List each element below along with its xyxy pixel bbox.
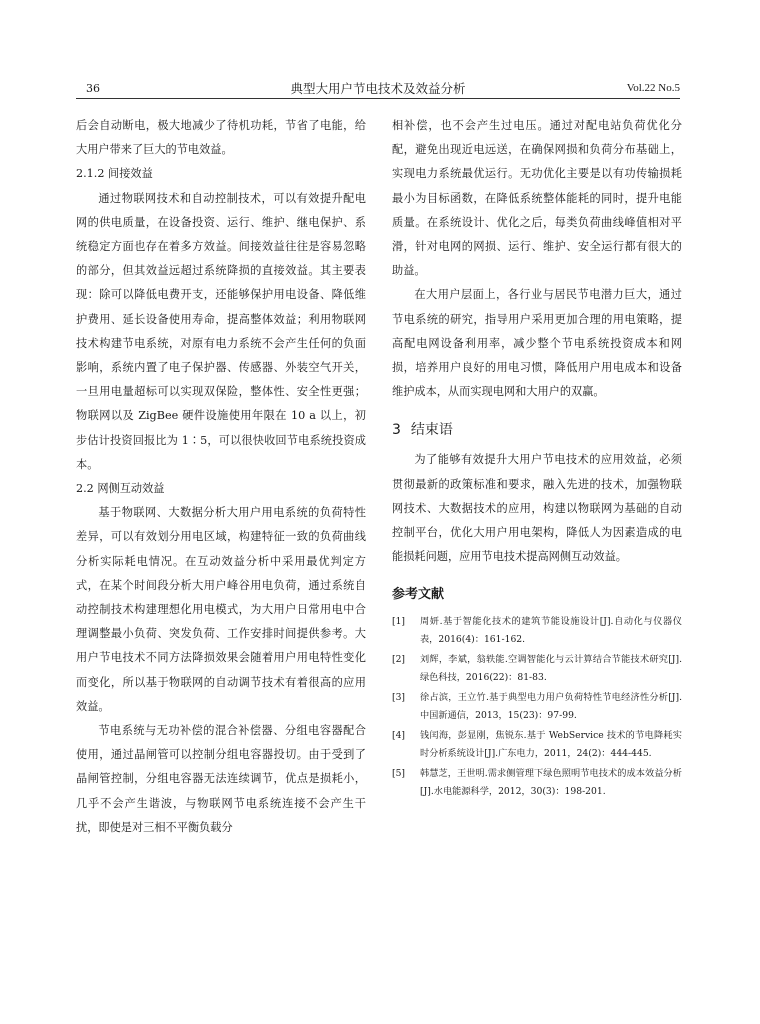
reference-text: 周妍.基于智能化技术的建筑节能设施设计[J].自动化与仪器仪表，2016(4)：161-162. — [420, 616, 682, 646]
paragraph: 节电系统与无功补偿的混合补偿器、分组电容器配合使用，通过晶闸管可以控制分组电容器投切。由于受到了晶闸管控制，分组电容器无法连续调节，优点是损耗小，几乎不会产生谐波，与物联网节电系统连接不会产生干扰，即使是对三相不平衡负载分 — [76, 724, 366, 834]
paragraph: 基于物联网、大数据分析大用户用电系统的负荷特性差异，可以有效划分用电区域，构建特征一致的负荷曲线分析实际耗电情况。在互动效益分析中采用最优判定方式，在某个时间段分析大用户峰谷用电负荷，通过系统自动控制技术构建理想化用电模式，为大用户日常用电中合理调整最小负荷、突发负荷、工作安排时间提供参考。大用户节电技术不同方法降损效果会随着用户用电特性变化而变化，所以基于物联网的自动调节技术有着很高的应用效益。 — [76, 506, 366, 713]
reference-number: [3] — [392, 692, 406, 704]
header-rule — [76, 98, 680, 99]
paragraph: 通过物联网技术和自动控制技术，可以有效提升配电网的供电质量，在设备投资、运行、维护、继电保护、系统稳定方面也存在着多方效益。间接效益往往是容易忽略的部分，但其效益远超过系统降损的直接效益。其主要表现：除可以降低电费开支，还能够保护用电设备、降低维护费用、延长设备使用寿命，提高整体效益；利用物联网技术构建节电系统，对原有电力系统不会产生任何的负面影响，系统内置了电子保护器、传感器、外装空气开关，一旦用电量超标可以实现双保险，整体性、安全性更强；物联网以及 ZigBee 硬件设施使用年限在 10 a 以上，初步估计投资回报比为 1∶5，可以很快收回节电系统投资成本。 — [76, 191, 366, 471]
reference-item — [392, 727, 682, 763]
reference-number: [5] — [392, 768, 406, 780]
subsection-heading-2-1-2: 2.1.2 间接效益 — [76, 167, 153, 181]
right-column — [392, 114, 682, 803]
reference-text: 韩慧芝，王世明.需求侧管理下绿色照明节电技术的成本效益分析[J].水电能源科学，2012，30(3)：198-201. — [420, 768, 682, 798]
left-column — [76, 114, 366, 840]
references-heading: 参考文献 — [392, 587, 445, 603]
page-number: 36 — [86, 82, 100, 95]
volume-issue: Vol.22 No.5 — [626, 82, 680, 94]
reference-item — [392, 651, 682, 687]
reference-item — [392, 689, 682, 725]
reference-text: 钱闰海，彭显刚，焦锐东.基于 WebService 技术的节电降耗实时分析系统设计[J].广东电力，2011，24(2)：444-445. — [420, 730, 682, 760]
paragraph: 相补偿，也不会产生过电压。通过对配电站负荷优化分配，避免出现近电远送，在确保网损和负荷分布基础上，实现电力系统最优运行。无功优化主要是以有功传输损耗最小为目标函数，在降低系统整体能耗的同时，提升电能质量。在系统设计、优化之后，每类负荷曲线峰值相对平滑，针对电网的网损、运行、维护、安全运行都有很大的助益。 — [392, 119, 682, 278]
reference-text: 徐占滨，王立竹.基于典型电力用户负荷特性节电经济性分析[J].中国新通信，2013，15(23)：97-99. — [420, 692, 682, 722]
paragraph: 为了能够有效提升大用户节电技术的应用效益，必须贯彻最新的政策标准和要求，融入先进的技术，加强物联网技术、大数据技术的应用，构建以物联网为基础的自动控制平台，优化大用户用电架构，降低人为因素造成的电能损耗问题，应用节电技术提高网侧互动效益。 — [392, 453, 682, 564]
paragraph: 后会自动断电，极大地减少了待机功耗，节省了电能，给大用户带来了巨大的节电效益。 — [76, 119, 366, 157]
section-number: 3 — [392, 422, 401, 439]
section-heading-3 — [392, 420, 682, 440]
page-header — [76, 78, 680, 98]
subsection-heading-2-2: 2.2 网侧互动效益 — [76, 482, 165, 496]
reference-item — [392, 765, 682, 801]
reference-number: [4] — [392, 730, 406, 742]
reference-number: [1] — [392, 616, 406, 628]
reference-number: [2] — [392, 654, 406, 666]
section-title: 结束语 — [410, 422, 453, 439]
reference-text: 刘辉，李斌，翁轶能.空调智能化与云计算结合节能技术研究[J].绿色科技，2016(22)：81-83. — [420, 654, 682, 684]
running-title: 典型大用户节电技术及效益分析 — [290, 81, 466, 96]
reference-list — [392, 613, 682, 801]
paragraph: 在大用户层面上，各行业与居民节电潜力巨大，通过节电系统的研究，指导用户采用更加合理的用电策略，提高配电网设备利用率，减少整个节电系统投资成本和网损，培养用户良好的用电习惯，降低用户用电成本和设备维护成本，从而实现电网和大用户的双赢。 — [392, 288, 682, 399]
reference-item — [392, 613, 682, 649]
